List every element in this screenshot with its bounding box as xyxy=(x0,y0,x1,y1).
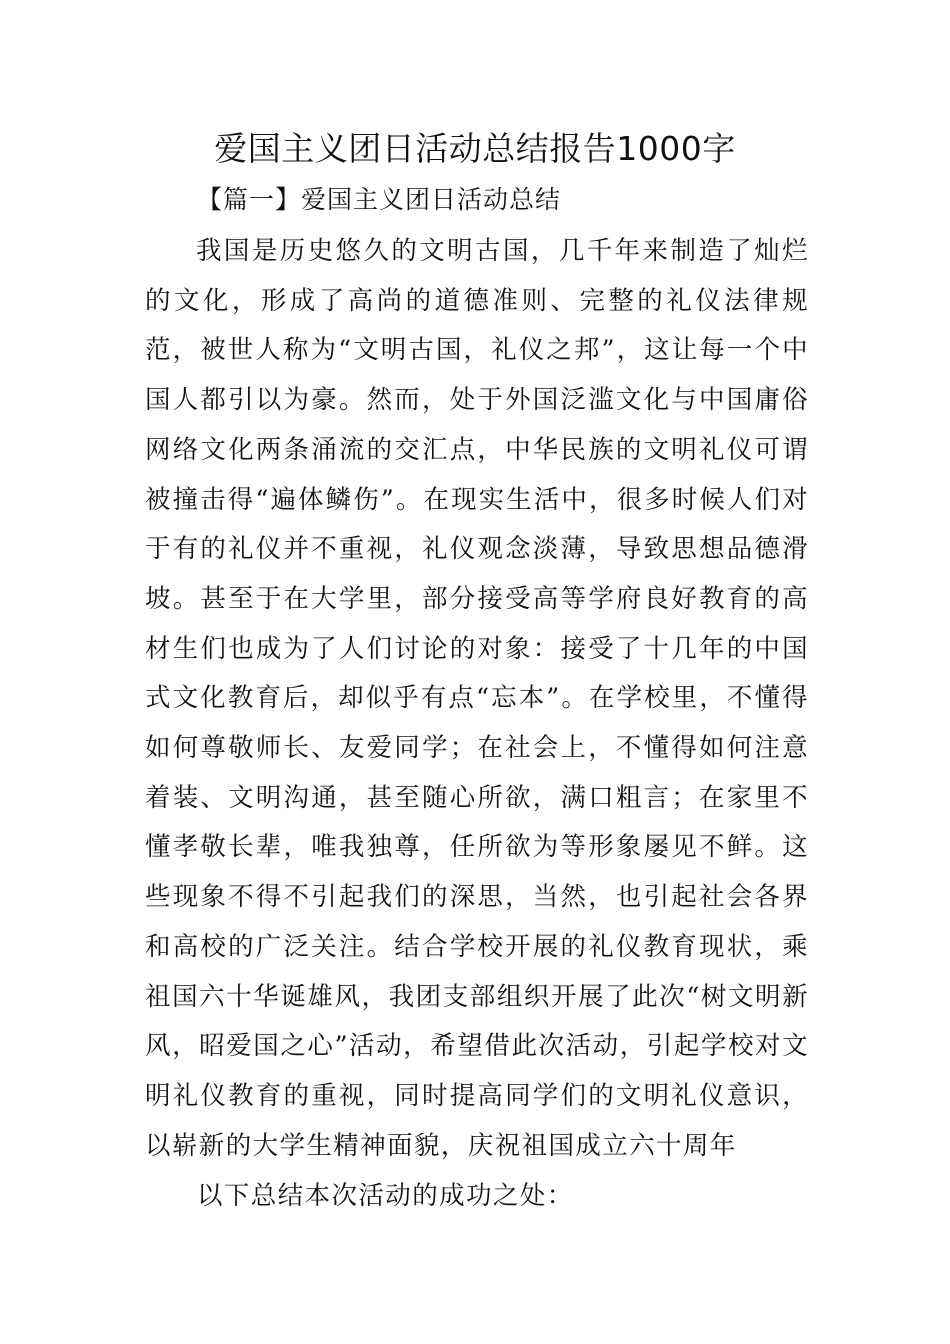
closing-paragraph: 以下总结本次活动的成功之处： xyxy=(197,1181,574,1211)
section-heading: 【篇一】爱国主义团日活动总结 xyxy=(197,185,562,214)
document-title: 爱国主义团日活动总结报告1000字 xyxy=(214,129,736,168)
body-paragraph: 我国是历史悠久的文明古国，几千年来制造了灿烂的文化，形成了高尚的道德准则、完整的礼仪法律规范，被世人称为“文明古国，礼仪之邦”，这让每一个中国人都引以为豪。然而，处于外国泛滥文化与中国庸俗网络文化两条涌流的交汇点，中华民族的文明礼仪可谓被撞击得“遍体鳞伤”。在现实生活中，很多时候人们对于有的礼仪并不重视，礼仪观念淡薄，导致思想品德滑坡。甚至于在大学里，部分接受高等学府良好教育的高材生们也成为了人们讨论的对象：接受了十几年的中国式文化教育后，却似乎有点“忘本”。在学校里，不懂得如何尊敬师长、友爱同学；在社会上，不懂得如何注意着装、文明沟通，甚至随心所欲，满口粗言；在家里不懂孝敬长辈，唯我独尊，任所欲为等形象屡见不鲜。这些现象不得不引起我们的深思，当然，也引起社会各界和高校的广泛关注。结合学校开展的礼仪教育现状，乘祖国六十华诞雄风，我团支部组织开展了此次“树文明新风，昭爱国之心”活动，希望借此次活动，引起学校对文明礼仪教育的重视，同时提高同学们的文明礼仪意识，以崭新的大学生精神面貌，庆祝祖国成立六十周年 xyxy=(145,236,809,1161)
